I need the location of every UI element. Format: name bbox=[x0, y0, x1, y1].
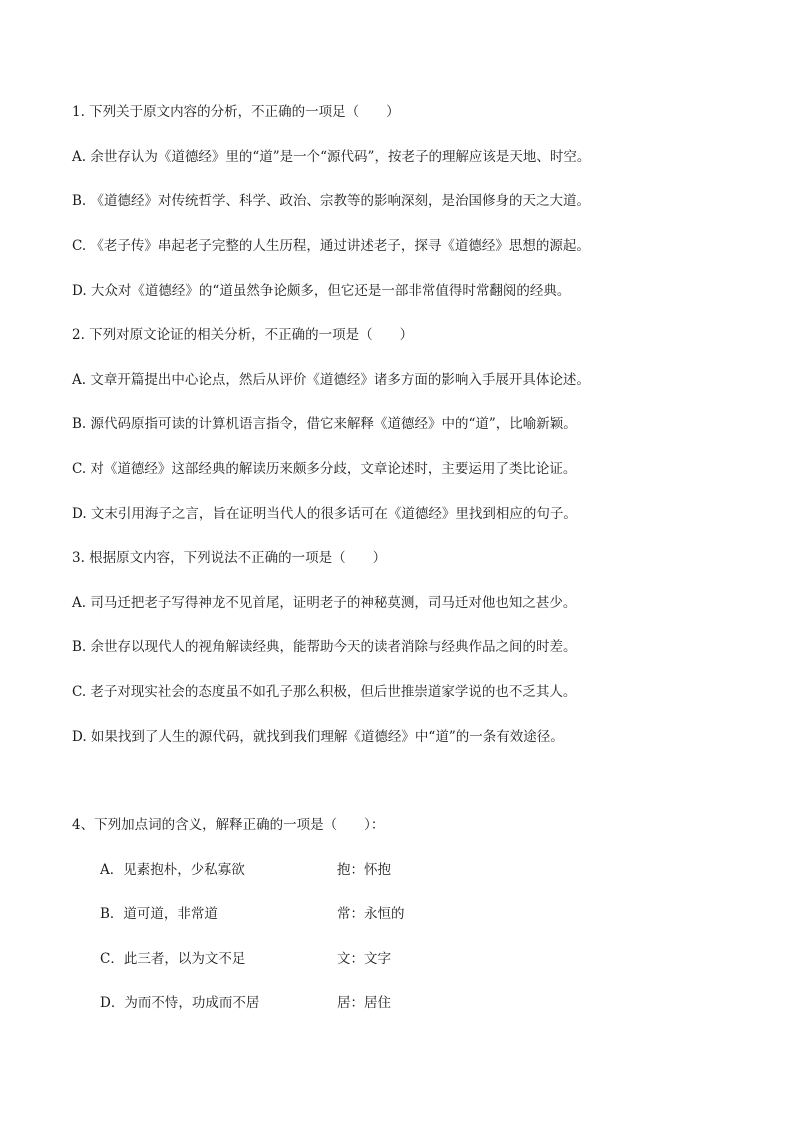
question-1-stem: 1. 下列关于原文内容的分析，不正确的一项足（ ） bbox=[72, 104, 400, 120]
question-2-stem: 2. 下列对原文论证的相关分析，不正确的一项是（ ） bbox=[72, 327, 414, 343]
question-1-option-c: C. 《老子传》串起老子完整的人生历程，通过讲述老子，探寻《道德经》思想的源起。 bbox=[72, 238, 590, 254]
question-3-option-b: B. 余世存以现代人的视角解读经典，能帮助今天的读者消除与经典作品之间的时差。 bbox=[72, 639, 577, 655]
question-3-option-d: D. 如果找到了人生的源代码，就找到我们理解《道德经》中“道”的一条有效途径。 bbox=[72, 729, 564, 745]
question-2-option-c: C. 对《道德经》这部经典的解读历来颇多分歧，文章论述时，主要运用了类比论证。 bbox=[72, 461, 577, 477]
question-2-option-d: D. 文末引用海子之言，旨在证明当代人的很多话可在《道德经》里找到相应的句子。 bbox=[72, 506, 577, 522]
option-gloss: 居：居住 bbox=[337, 995, 391, 1011]
option-text: B．道可道，非常道 bbox=[100, 906, 218, 922]
question-3-option-a: A. 司马迁把老子写得神龙不见首尾，证明老子的神秘莫测，司马迁对他也知之甚少。 bbox=[72, 595, 577, 611]
question-1-option-b: B. 《道德经》对传统哲学、科学、政治、宗教等的影响深刻，是治国修身的天之大道。 bbox=[72, 193, 591, 209]
option-gloss: 常：永恒的 bbox=[337, 906, 405, 922]
question-1-option-d: D. 大众对《道德经》的“道虽然争论颇多，但它还是一部非常值得时常翻阅的经典。 bbox=[72, 283, 571, 299]
option-gloss: 抱：怀抱 bbox=[337, 862, 391, 878]
question-2-option-b: B. 源代码原指可读的计算机语言指令，借它来解释《道德经》中的“道”，比喻新颖。 bbox=[72, 416, 577, 432]
question-1-option-a: A. 余世存认为《道德经》里的“道”是一个“源代码”，按老子的理解应该是天地、时空。 bbox=[72, 149, 591, 165]
question-3-stem: 3. 根据原文内容，下列说法不正确的一项是（ ） bbox=[72, 550, 387, 566]
question-2-option-a: A. 文章开篇提出中心论点，然后从评价《道德经》诸多方面的影响入手展开具体论述。 bbox=[72, 372, 590, 388]
question-4-stem: 4、下列加点词的含义，解释正确的一项是（ ）： bbox=[72, 817, 385, 833]
option-text: D．为而不恃，功成而不居 bbox=[100, 995, 260, 1011]
option-gloss: 文：文字 bbox=[337, 951, 391, 967]
option-text: A．见素抱朴，少私寡欲 bbox=[100, 862, 245, 878]
question-3-option-c: C. 老子对现实社会的态度虽不如孔子那么积极，但后世推崇道家学说的也不乏其人。 bbox=[72, 684, 577, 700]
option-text: C．此三者，以为文不足 bbox=[100, 951, 246, 967]
